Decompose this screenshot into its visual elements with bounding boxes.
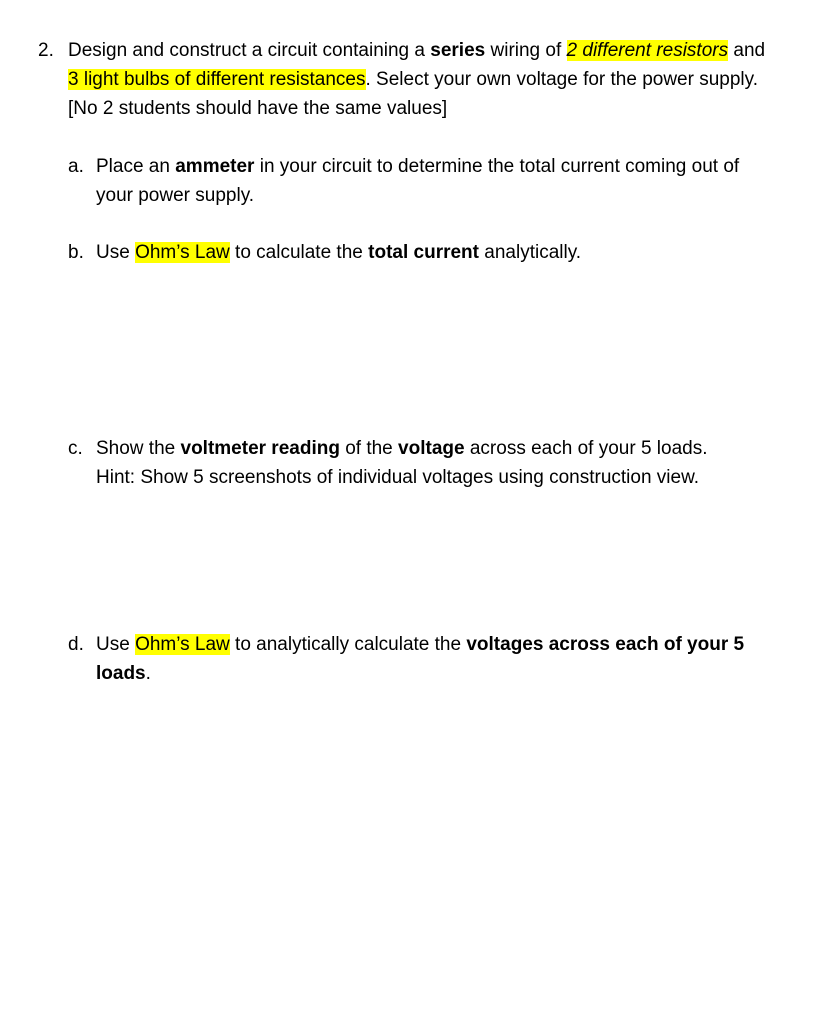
text-run: in your circuit to determine the total current coming out of your power supply. bbox=[96, 156, 740, 206]
part-letter: a. bbox=[68, 156, 84, 177]
text-run: Use bbox=[96, 242, 136, 263]
bold-text: ammeter bbox=[175, 156, 255, 177]
bold-text: total current bbox=[368, 242, 479, 263]
part-b bbox=[68, 238, 768, 267]
part-letter: c. bbox=[68, 438, 83, 459]
bold-text: voltage bbox=[398, 438, 465, 459]
text-run: to analytically calculate the bbox=[229, 634, 467, 655]
bold-text: series bbox=[430, 40, 486, 61]
bold-text: voltmeter reading bbox=[180, 438, 340, 459]
question-text bbox=[68, 36, 778, 123]
text-run: . bbox=[145, 663, 151, 684]
highlighted-text: Ohm’s Law bbox=[135, 634, 230, 655]
text-run: to calculate the bbox=[229, 242, 369, 263]
part-d-text bbox=[96, 630, 768, 688]
text-run: . Select your own voltage for the power supply. [No 2 students should have the same values] bbox=[68, 69, 759, 119]
text-run: Place an bbox=[96, 156, 176, 177]
part-letter: b. bbox=[68, 242, 84, 263]
part-letter: d. bbox=[68, 634, 84, 655]
part-c bbox=[68, 434, 768, 492]
part-c-text bbox=[96, 434, 768, 492]
part-a bbox=[68, 152, 768, 210]
text-run: Hint: Show 5 screenshots of individual voltages using construction view. bbox=[96, 467, 700, 488]
part-a-text bbox=[96, 152, 768, 210]
highlighted-text: 3 light bulbs of different resistances bbox=[68, 69, 366, 90]
part-d bbox=[68, 630, 768, 688]
text-run: across each of your 5 loads. bbox=[464, 438, 708, 459]
highlighted-text: Ohm’s Law bbox=[135, 242, 230, 263]
text-run: Show the bbox=[96, 438, 181, 459]
text-run: and bbox=[728, 40, 766, 61]
text-run: of the bbox=[339, 438, 399, 459]
text-run: Design and construct a circuit containing a bbox=[68, 40, 431, 61]
bold-text: voltages across each of your 5 loads bbox=[96, 634, 745, 684]
text-run: wiring of bbox=[485, 40, 567, 61]
question-2 bbox=[38, 36, 778, 123]
text-run: Use bbox=[96, 634, 136, 655]
part-b-text bbox=[96, 238, 768, 267]
highlighted-text: 2 different resistors bbox=[566, 40, 729, 61]
question-number: 2. bbox=[38, 40, 54, 61]
text-run: analytically. bbox=[479, 242, 582, 263]
